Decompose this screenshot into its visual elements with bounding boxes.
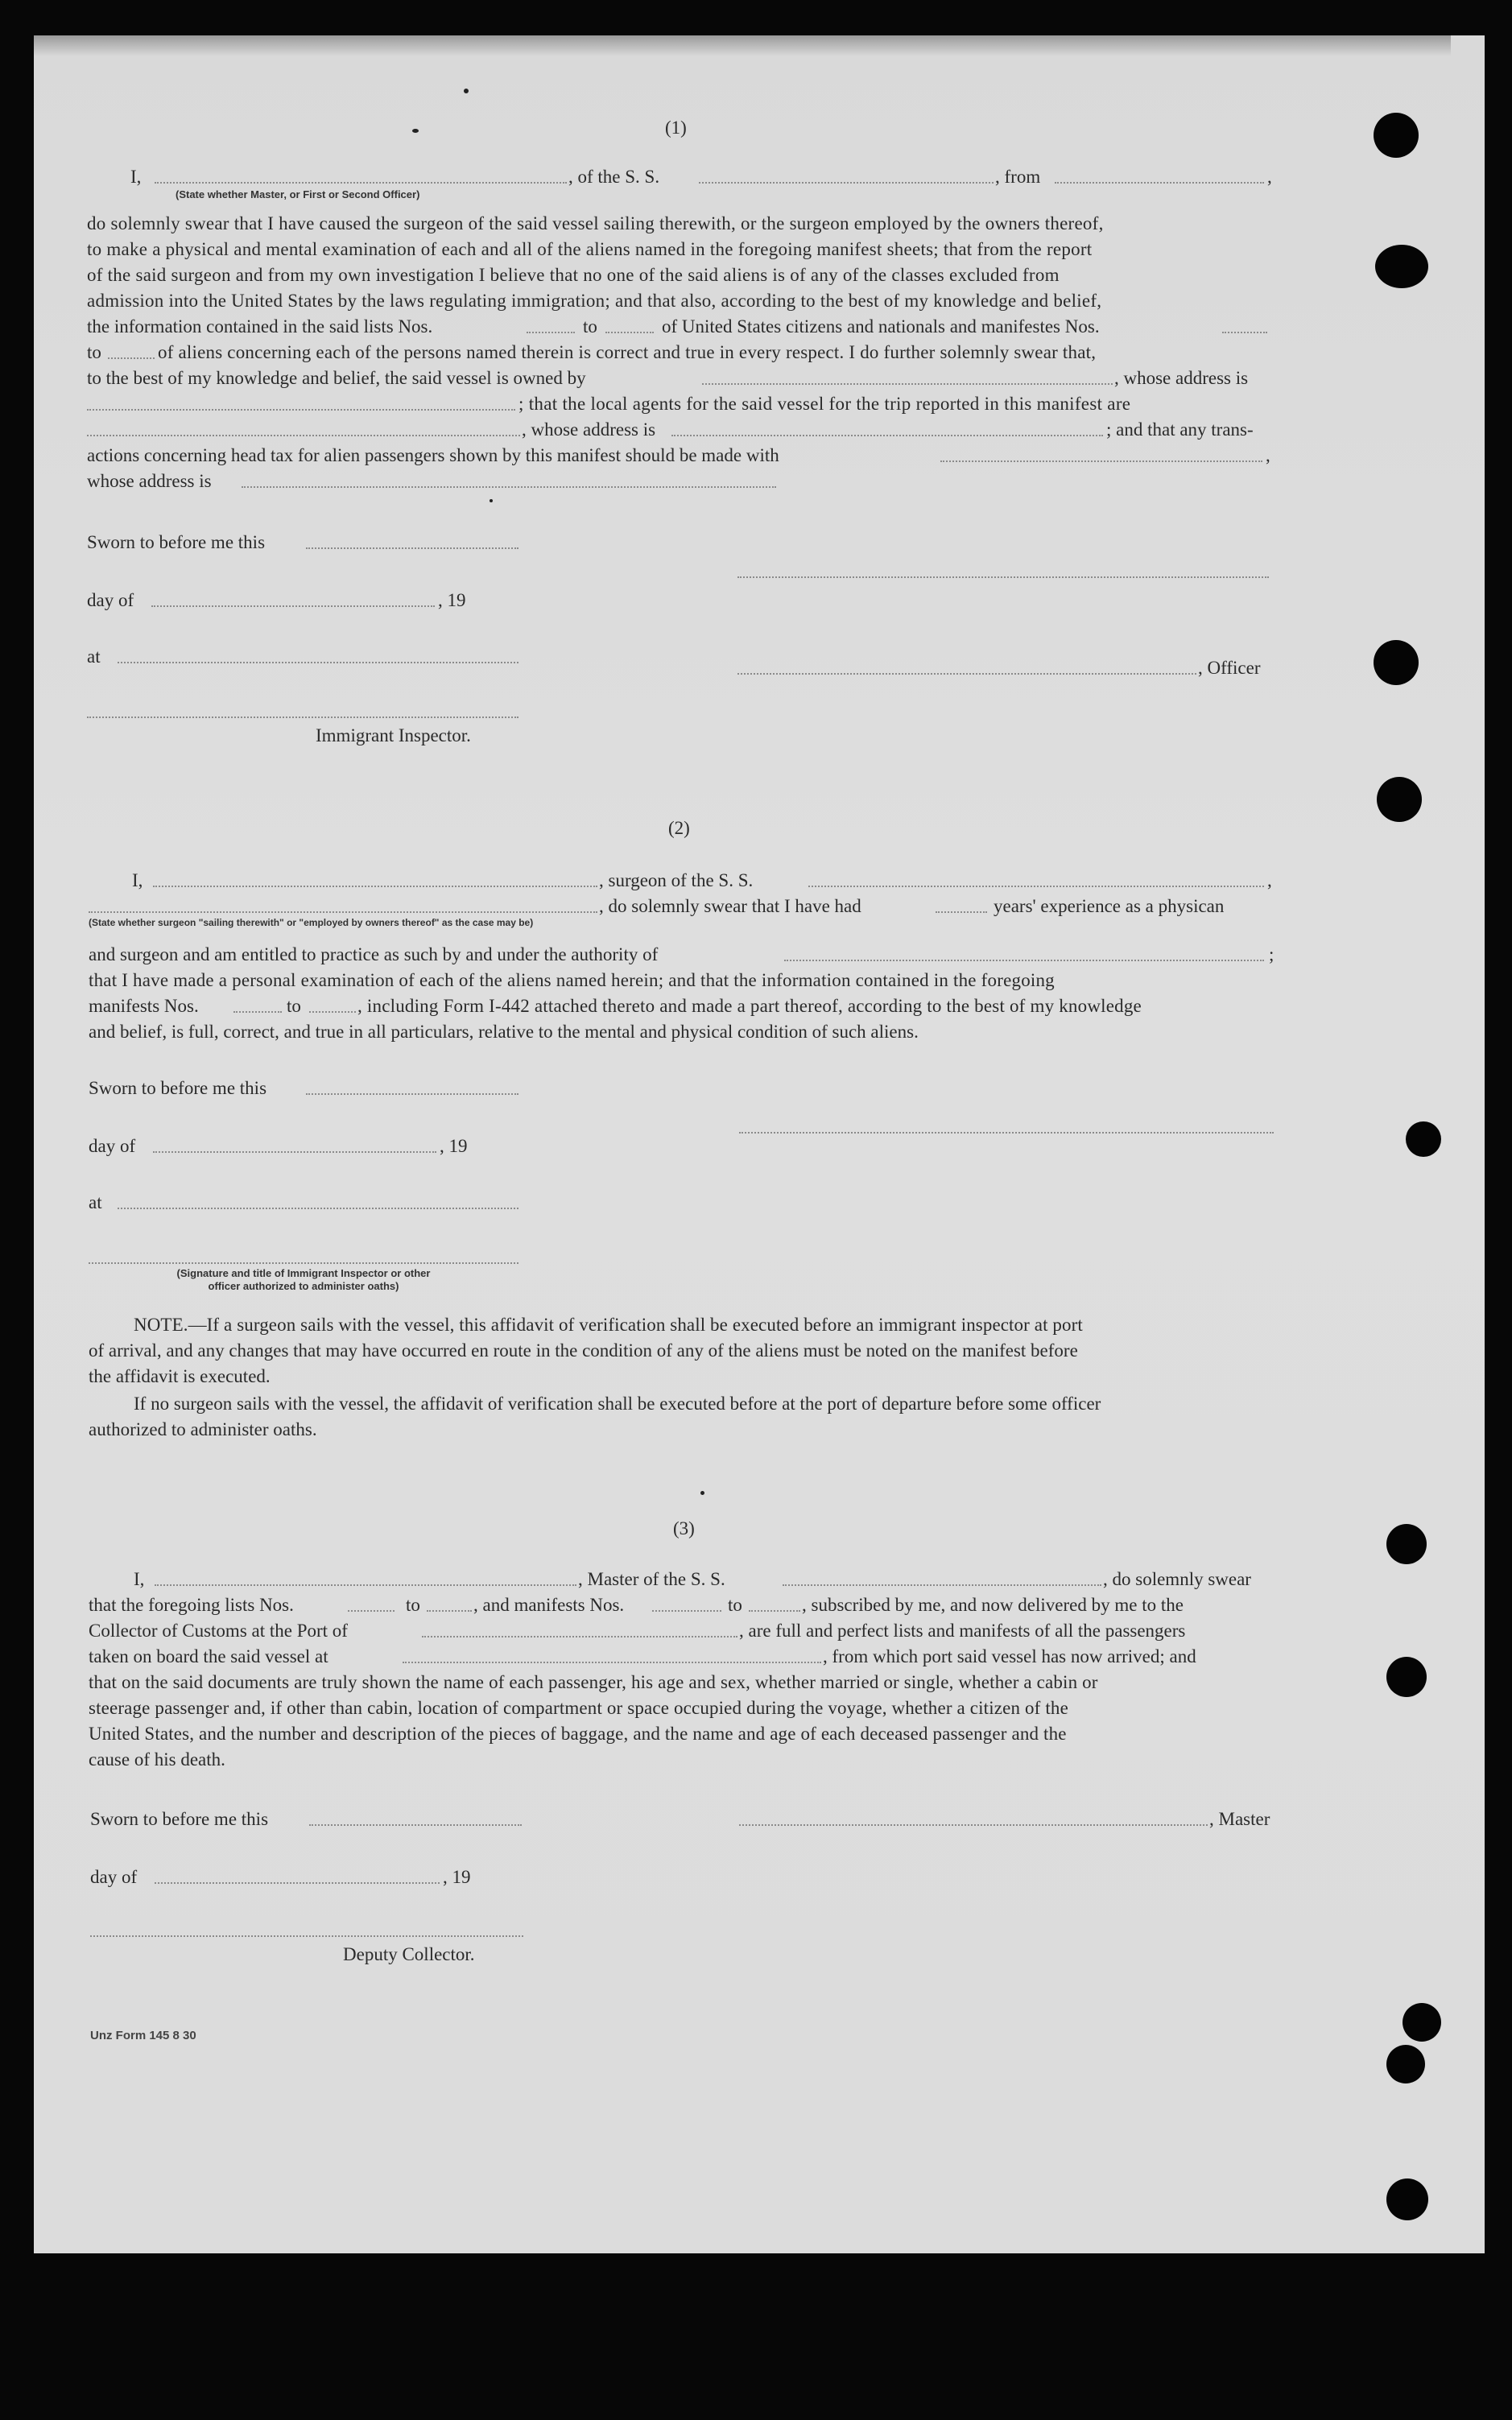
s1-of-ss: , of the S. S.	[568, 167, 660, 187]
s2-vessel-line[interactable]	[808, 886, 1264, 887]
s2-i: I,	[132, 870, 143, 890]
ink-speck	[700, 1491, 704, 1495]
binder-hole	[1406, 1121, 1441, 1157]
departure-port-line[interactable]	[403, 1662, 821, 1663]
binder-hole	[1374, 113, 1419, 158]
master-name-line[interactable]	[155, 1584, 576, 1586]
s1-inspector-line[interactable]	[87, 717, 518, 718]
s3-arrived: , from which port said vessel has now arrived; and	[823, 1646, 1196, 1666]
s1-officer-line[interactable]	[737, 673, 1196, 675]
s2-swear: , do solemnly swear that I have had	[599, 896, 861, 916]
s3-manifests: , and manifests Nos.	[473, 1595, 625, 1615]
s3-lists-from-line[interactable]	[348, 1610, 395, 1612]
s1-lists: the information contained in the said lists Nos.	[87, 316, 433, 337]
officer-note: (State whether Master, or First or Second Officer)	[176, 188, 420, 200]
s3-master-signature-line[interactable]	[739, 1824, 1208, 1826]
s1-inspector: Immigrant Inspector.	[316, 725, 471, 745]
s3-line: steerage passenger and, if other than cabin, location of compartment or space occupied during the voyage, whether a citizen of the	[89, 1698, 1068, 1718]
s1-agents: ; that the local agents for the said vessel for the trip reported in this manifest are	[518, 394, 1131, 414]
s2-sworn-line[interactable]	[306, 1093, 518, 1095]
s3-sworn: Sworn to before me this	[90, 1809, 269, 1829]
s1-day: day of	[87, 590, 134, 610]
s1-sworn: Sworn to before me this	[87, 532, 266, 552]
s2-authority: and surgeon and am entitled to practice as such by and under the authority of	[89, 944, 659, 964]
ink-speck	[412, 129, 419, 133]
s2-to: to	[287, 996, 301, 1016]
s1-aliens: of aliens concerning each of the persons named therein is correct and true in every respect. I do further solemnly swear that,	[158, 342, 1097, 362]
s3-master-title: , Master	[1209, 1809, 1270, 1829]
s3-to: to	[406, 1595, 420, 1615]
binder-hole	[1386, 2045, 1425, 2083]
s2-line: that I have made a personal examination of each of the aliens named herein; and that the information contained in the foregoing	[89, 970, 1055, 990]
s3-line: that on the said documents are truly shown the name of each passenger, his age and sex, whether married or single, whether a cabin or	[89, 1672, 1098, 1692]
s1-at: at	[87, 646, 101, 667]
officer-name-line[interactable]	[155, 182, 567, 184]
headtax-line[interactable]	[940, 460, 1262, 462]
s1-line: of the said surgeon and from my own investigation I believe that no one of the said aliens is of any of the classes excluded from	[87, 265, 1060, 285]
s3-to: to	[728, 1595, 742, 1615]
s2-day: day of	[89, 1136, 136, 1156]
s1-to: to	[87, 342, 101, 362]
s1-headtax: actions concerning head tax for alien passengers shown by this manifest should be made with	[87, 445, 779, 465]
s1-whose: whose address is	[87, 471, 212, 491]
s3-year: , 19	[443, 1867, 471, 1887]
binder-hole	[1403, 2003, 1441, 2042]
binder-hole	[1374, 640, 1419, 685]
s1-to: to	[583, 316, 597, 337]
note-line: authorized to administer oaths.	[89, 1419, 317, 1439]
s3-subscribed: , subscribed by me, and now delivered by me to the	[802, 1595, 1184, 1615]
s3-vessel-line[interactable]	[783, 1584, 1101, 1586]
s3-day: day of	[90, 1867, 138, 1887]
port-line[interactable]	[422, 1636, 737, 1637]
surgeon-status-line[interactable]	[89, 911, 597, 913]
s3-manifests-to-line[interactable]	[749, 1610, 800, 1612]
s3-collector-line[interactable]	[90, 1935, 523, 1937]
vessel-name-line[interactable]	[699, 182, 994, 184]
s1-from: , from	[995, 167, 1041, 187]
note-line: If no surgeon sails with the vessel, the affidavit of verification shall be executed before at the port of departure before some officer	[134, 1394, 1101, 1414]
s2-year: , 19	[440, 1136, 468, 1156]
note-line: NOTE.—If a surgeon sails with the vessel, this affidavit of verification shall be executed before an immigrant inspector at port	[134, 1315, 1083, 1335]
section-1-number: (1)	[665, 118, 687, 138]
s2-manifests: manifests Nos.	[89, 996, 199, 1016]
s1-line: to make a physical and mental examination of each and all of the aliens named in the foregoing manifest sheets; that from the report	[87, 239, 1093, 259]
s1-address: , whose address is	[1114, 368, 1249, 388]
binder-hole	[1375, 245, 1428, 288]
s3-collector: Collector of Customs at the Port of	[89, 1621, 348, 1641]
s2-at-line[interactable]	[118, 1208, 518, 1209]
note-line: the affidavit is executed.	[89, 1366, 271, 1386]
s1-at-line[interactable]	[118, 662, 518, 663]
s1-year: , 19	[438, 590, 466, 610]
s1-i: I,	[130, 167, 142, 187]
s2-form: , including Form I-442 attached thereto and made a part thereof, according to the best of my knowledge	[357, 996, 1142, 1016]
s3-sworn-line[interactable]	[309, 1824, 522, 1826]
s2-semicolon: ;	[1269, 944, 1274, 964]
s1-officer: , Officer	[1198, 658, 1261, 678]
s2-comma: ,	[1267, 870, 1272, 890]
years-line[interactable]	[936, 911, 987, 913]
s1-line: admission into the United States by the laws regulating immigration; and that also, according to the best of my knowledge and belief,	[87, 291, 1102, 311]
s1-sworn-line[interactable]	[306, 547, 518, 549]
ink-speck	[490, 499, 493, 502]
s1-line: do solemnly swear that I have caused the surgeon of the said vessel sailing therewith, or the surgeon employed by the owners thereof,	[87, 213, 1104, 233]
s2-line: and belief, is full, correct, and true in all particulars, relative to the mental and physical condition of such aliens.	[89, 1022, 919, 1042]
lists-from-line[interactable]	[527, 332, 575, 333]
manifests-from-line[interactable]	[1222, 332, 1267, 333]
headtax-address-line[interactable]	[242, 486, 776, 488]
section-2-number: (2)	[668, 818, 690, 838]
binder-hole	[1386, 2178, 1428, 2220]
form-number: Unz Form 145 8 30	[90, 2029, 196, 2042]
from-port-line[interactable]	[1055, 182, 1264, 184]
s2-day-line[interactable]	[153, 1151, 436, 1153]
s1-address: , whose address is	[522, 419, 656, 440]
s3-line: United States, and the number and description of the pieces of baggage, and the name and age of each deceased passenger and the	[89, 1724, 1067, 1744]
authority-line[interactable]	[784, 960, 1264, 961]
lists-to-line[interactable]	[605, 332, 654, 333]
s2-years: years' experience as a physican	[994, 896, 1225, 916]
surgeon-name-line[interactable]	[153, 886, 597, 887]
agents-line[interactable]	[87, 435, 520, 436]
s3-lists: that the foregoing lists Nos.	[89, 1595, 294, 1615]
section-3-number: (3)	[673, 1518, 695, 1538]
s3-taken: taken on board the said vessel at	[89, 1646, 328, 1666]
owner-line[interactable]	[702, 383, 1113, 385]
binder-hole	[1386, 1524, 1427, 1564]
s3-line: cause of his death.	[89, 1749, 225, 1770]
s2-surgeon: , surgeon of the S. S.	[599, 870, 754, 890]
s2-inspector-line[interactable]	[89, 1262, 518, 1264]
s2-at: at	[89, 1192, 102, 1212]
s2-signature-line[interactable]	[739, 1132, 1274, 1134]
s1-day-line[interactable]	[151, 605, 435, 607]
s3-lists-to-line[interactable]	[427, 1610, 472, 1612]
manifests-to-line[interactable]	[108, 357, 155, 359]
s2-manifests-to-line[interactable]	[309, 1011, 356, 1013]
s3-perfect: , are full and perfect lists and manifests of all the passengers	[739, 1621, 1186, 1641]
s3-swear: , do solemnly swear	[1103, 1569, 1251, 1589]
s1-owned: to the best of my knowledge and belief, the said vessel is owned by	[87, 368, 586, 388]
ink-speck	[464, 89, 469, 93]
binder-hole	[1377, 777, 1422, 822]
s3-i: I,	[134, 1569, 145, 1589]
agents-address-line[interactable]	[671, 435, 1103, 436]
s1-signature-line[interactable]	[737, 576, 1269, 578]
sheet-top-shadow	[34, 35, 1451, 56]
s3-master: , Master of the S. S.	[578, 1569, 725, 1589]
surgeon-note: (State whether surgeon "sailing therewith" or "employed by owners thereof" as the case may be)	[89, 917, 534, 928]
s1-comma: ,	[1266, 445, 1270, 465]
binder-hole	[1386, 1657, 1427, 1697]
s1-comma: ,	[1267, 167, 1272, 187]
s3-manifests-from-line[interactable]	[652, 1610, 721, 1612]
owner-address-line[interactable]	[87, 409, 515, 411]
s1-citizens: of United States citizens and nationals and manifestes Nos.	[662, 316, 1100, 337]
s3-day-line[interactable]	[155, 1882, 440, 1884]
s2-sig-note: (Signature and title of Immigrant Inspector or other	[176, 1267, 431, 1279]
s2-sig-note: officer authorized to administer oaths)	[208, 1280, 399, 1292]
s2-manifests-from-line[interactable]	[233, 1011, 282, 1013]
s3-deputy: Deputy Collector.	[343, 1944, 475, 1964]
note-line: of arrival, and any changes that may have occurred en route in the condition of any of the aliens must be noted on the manifest before	[89, 1340, 1078, 1361]
s2-sworn: Sworn to before me this	[89, 1078, 267, 1098]
s1-trans: ; and that any trans-	[1106, 419, 1254, 440]
